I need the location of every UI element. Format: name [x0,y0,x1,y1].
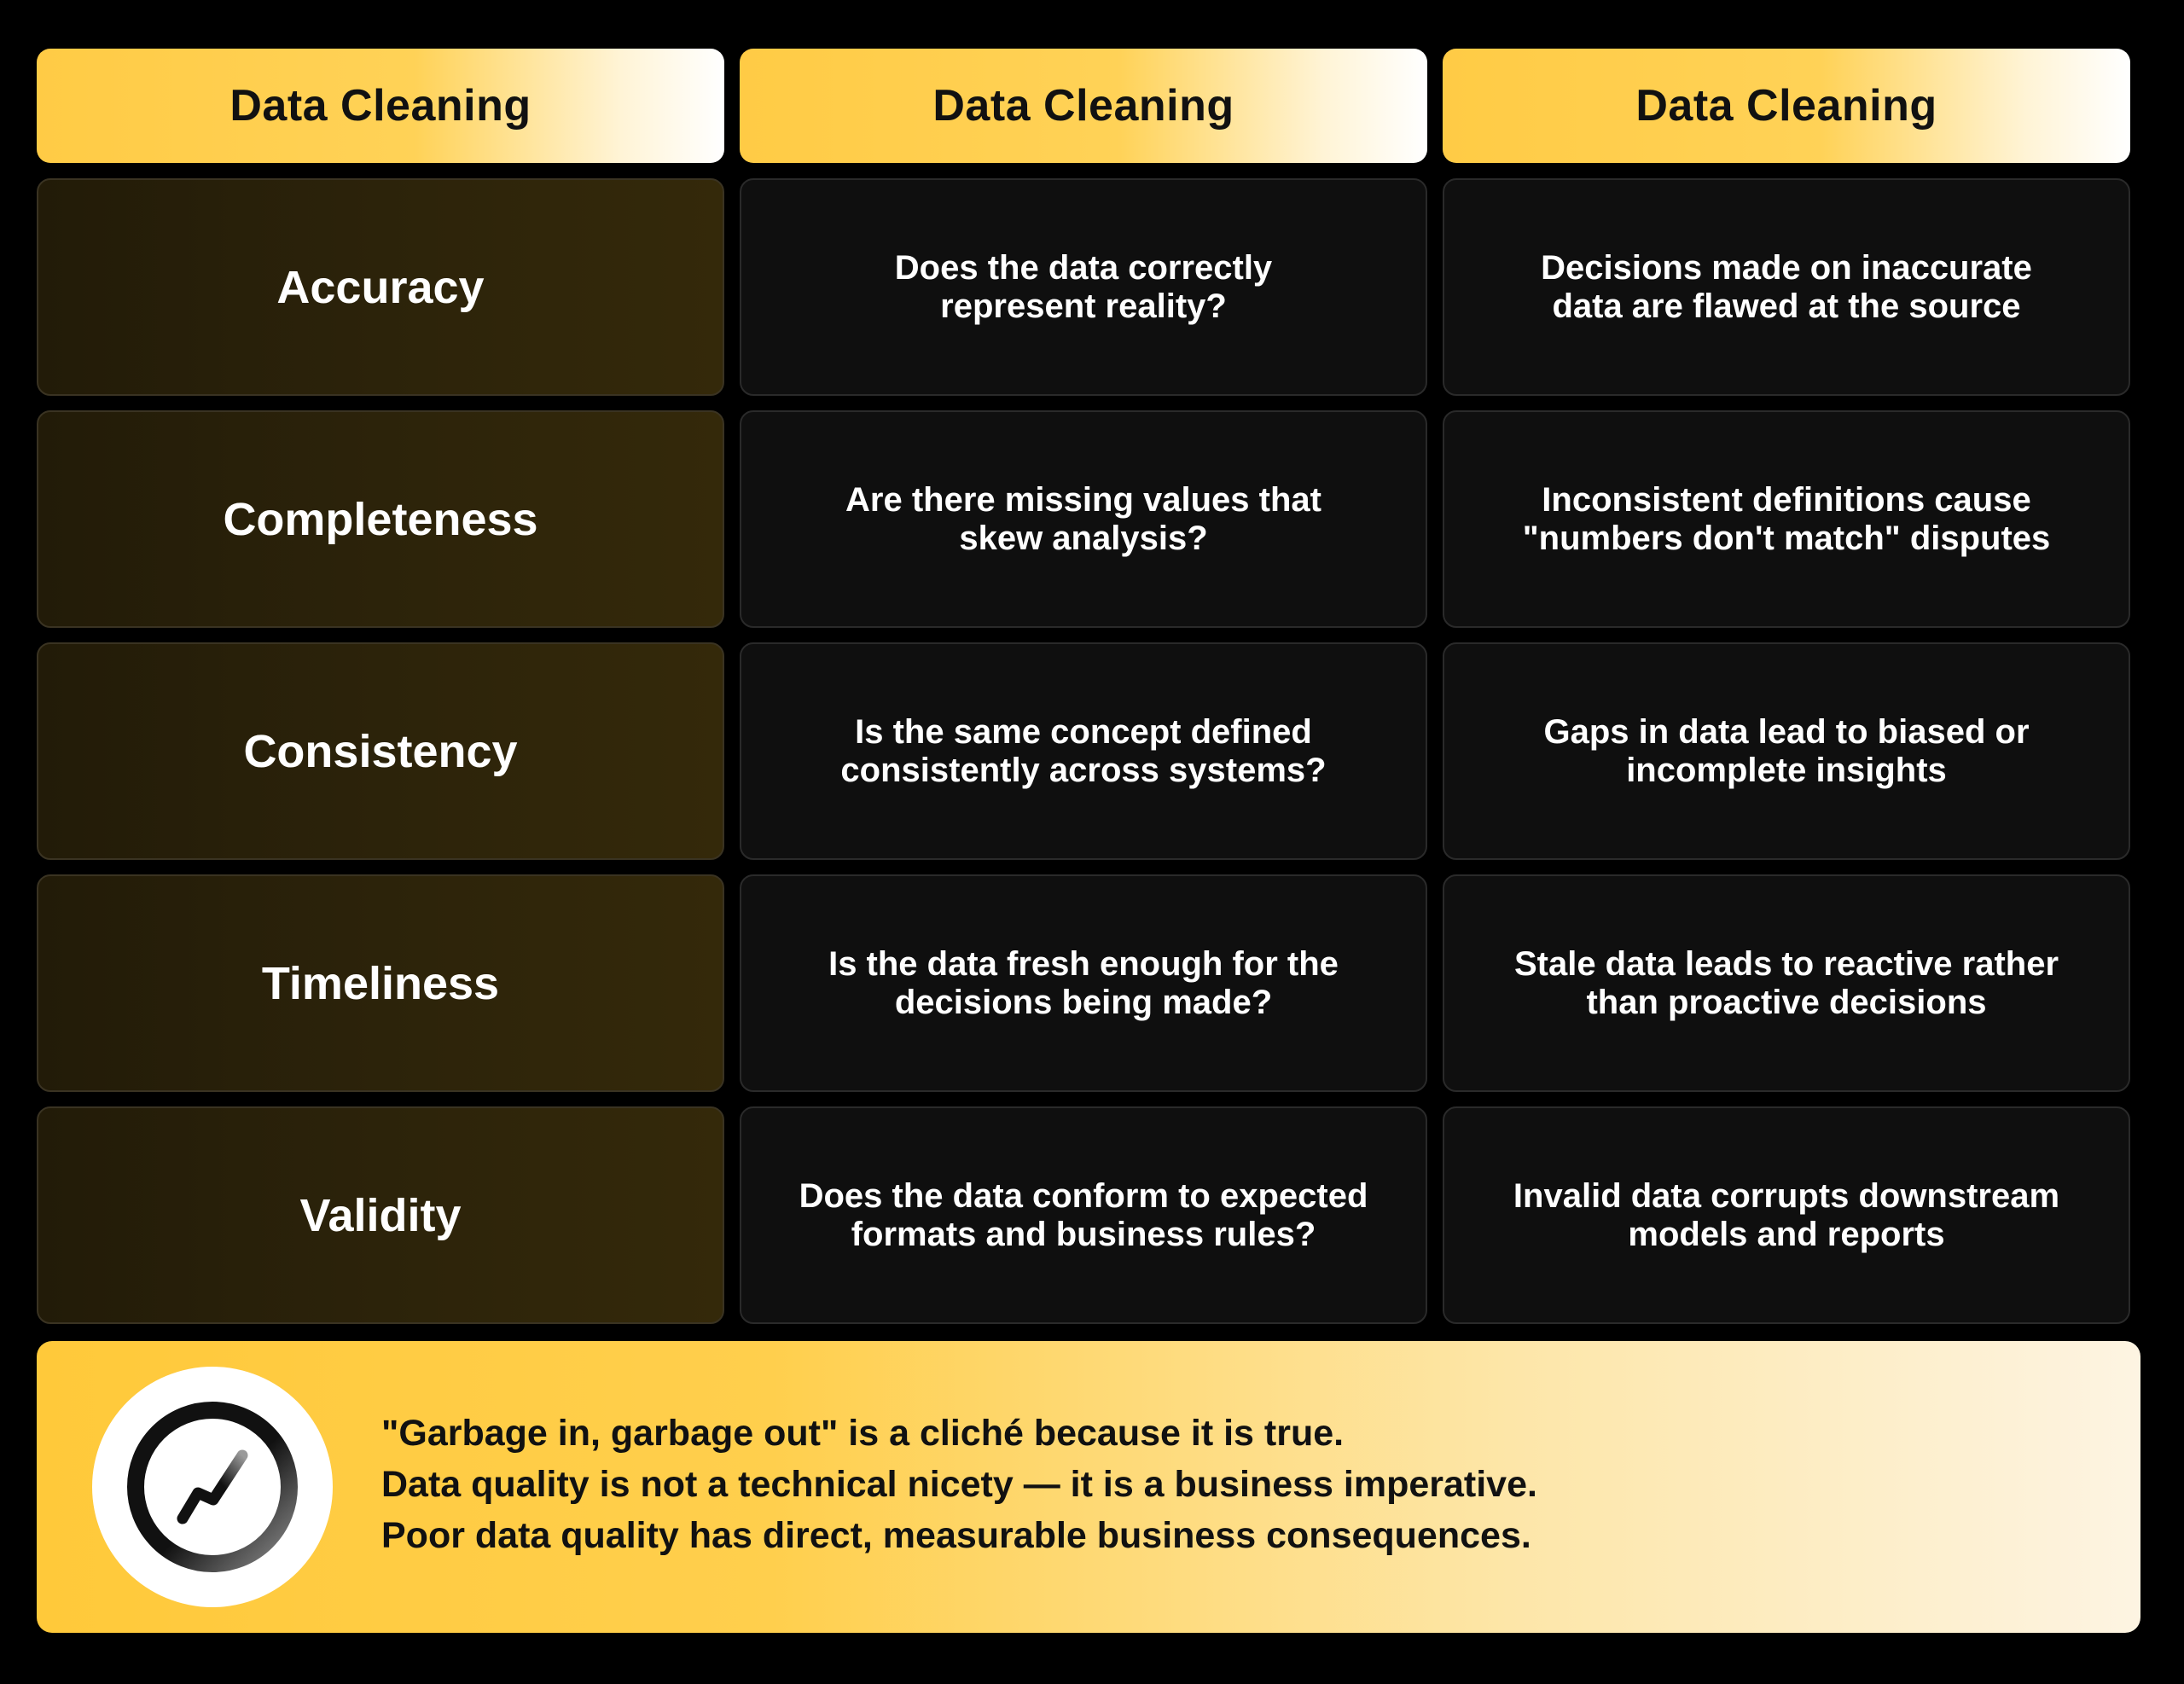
dimension-question: Does the data conform to expected formats and business rules? [740,1106,1427,1324]
summary-line: "Garbage in, garbage out" is a cliché because it is true. [381,1413,1345,1454]
dimension-label: Timeliness [37,874,724,1092]
header-row [37,49,2130,163]
summary-line: Poor data quality has direct, measurable business consequences. [381,1515,1531,1556]
dimension-question: Is the same concept defined consistently across systems? [740,642,1427,860]
column-header-3: Data Cleaning [1443,49,2130,163]
summary-quote [381,1408,1537,1561]
dimension-impact: Decisions made on inaccurate data are flawed at the source [1443,178,2130,396]
column-header-1: Data Cleaning [37,49,724,163]
column-header-2: Data Cleaning [740,49,1427,163]
dimension-question: Are there missing values that skew analysis? [740,410,1427,628]
dimension-impact: Invalid data corrupts downstream models and reports [1443,1106,2130,1324]
dimension-label: Consistency [37,642,724,860]
dimension-impact: Stale data leads to reactive rather than proactive decisions [1443,874,2130,1092]
summary-banner [37,1341,2140,1633]
dimension-label: Validity [37,1106,724,1324]
dimension-question: Is the data fresh enough for the decisions being made? [740,874,1427,1092]
compass-logo-icon [92,1367,333,1607]
dimension-label: Completeness [37,410,724,628]
dimension-label: Accuracy [37,178,724,396]
dimension-impact: Gaps in data lead to biased or incomplete insights [1443,642,2130,860]
summary-line: Data quality is not a technical nicety — it is a business imperative. [381,1464,1537,1505]
dimension-impact: Inconsistent definitions cause "numbers don't match" disputes [1443,410,2130,628]
dimension-question: Does the data correctly represent reality? [740,178,1427,396]
quality-table [37,178,2130,1324]
